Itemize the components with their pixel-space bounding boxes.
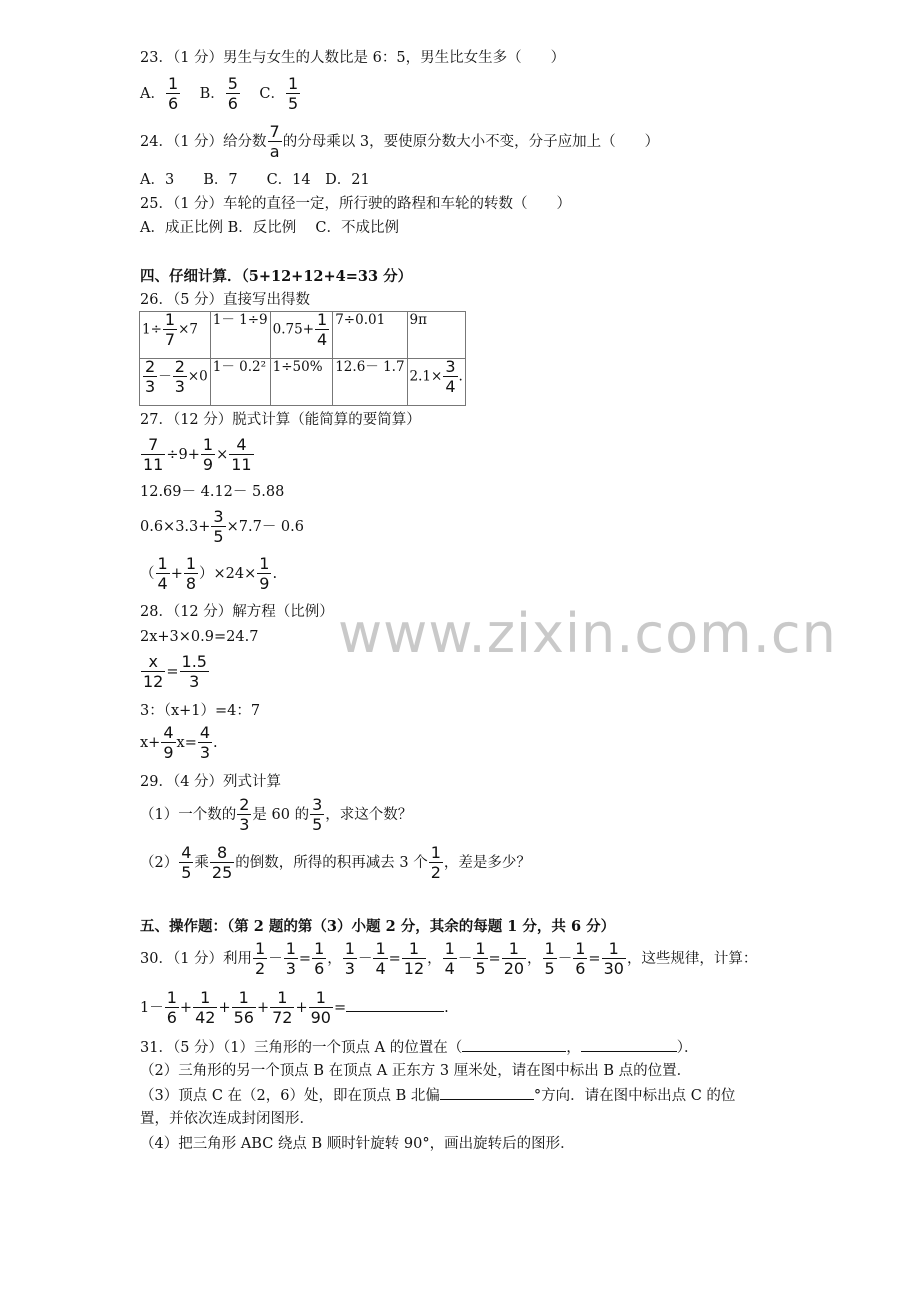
q29-part-2: （2） $\frac{4}{5}$ 乘 $\frac{8}{25}$ 的倒数，所得的积再减去 3 个 $\frac{1}{2}$ ，差是多少？ bbox=[140, 843, 531, 882]
q28-eq-4: x+ $\frac{4}{9}$ x= $\frac{4}{3}$ . bbox=[140, 723, 218, 762]
q31-line-5: （4）把三角形 ABC 绕点 B 顺时针旋转 90°，画出旋转后的图形． bbox=[140, 1136, 575, 1152]
answer-blank bbox=[440, 1087, 534, 1100]
q28-title: 28．（12 分）解方程（比例） bbox=[140, 604, 334, 620]
q31-line-4: 置，并依次连成封闭图形． bbox=[140, 1111, 314, 1127]
section-4-title: 四、仔细计算．（5+12+12+4=33 分） bbox=[140, 268, 413, 285]
q27-expr-2: 12.69－ 4.12－ 5.88 bbox=[140, 484, 285, 500]
q30-calc: 1－ $\frac{1}{6}$ + $\frac{1}{42}$ + $\frac{1}{56}$ + $\frac{1}{72}$ + $\frac{1}{90}$ = . bbox=[140, 988, 449, 1027]
q29-title: 29．（4 分）列式计算 bbox=[140, 774, 282, 790]
q27-title: 27．（12 分）脱式计算（能简算的要简算） bbox=[140, 412, 421, 428]
q25-options: A．成正比例 B．反比例 C．不成比例 bbox=[140, 220, 399, 236]
q23-text: 23．（1 分）男生与女生的人数比是 6：5，男生比女生多（ ） bbox=[140, 50, 566, 66]
fraction: $\frac{5}{6}$ bbox=[227, 74, 238, 113]
answer-blank bbox=[462, 1039, 566, 1052]
q31-line-3: （3）顶点 C 在（2，6）处，即在顶点 B 北偏 °方向．请在图中标出点 C 的位 bbox=[140, 1088, 736, 1104]
q28-eq-1: 2x+3×0.9=24.7 bbox=[140, 629, 259, 645]
q27-expr-4: （ $\frac{1}{4}$ + $\frac{1}{8}$ ）×24× $\frac{1}{9}$ . bbox=[140, 554, 278, 593]
q23-options: A． $\frac{1}{6}$ B． $\frac{5}{6}$ C． $\frac{1}{5}$ bbox=[140, 74, 299, 113]
answer-blank bbox=[346, 999, 444, 1012]
fraction: $\frac{1}{6}$ bbox=[167, 74, 179, 113]
watermark: www.zixin.com.cn bbox=[338, 602, 837, 665]
section-5-title: 五、操作题：（第 2 题的第（3）小题 2 分，其余的每题 1 分，共 6 分） bbox=[140, 918, 616, 935]
q26-title: 26．（5 分）直接写出得数 bbox=[140, 292, 311, 308]
q30-rules: 30．（1 分）利用 $\frac{1}{2}$ － $\frac{1}{3}$ = $\frac{1}{6}$ ， $\frac{1}{3}$ － $\frac{1}{4}$ = $\frac{1}{12}$ ， $\frac{1}{4}$ － $\frac{1}{5}$ = $\frac{1}{20}$ ， $\frac{1}{5}$ － $\frac{1}{6}$ = $\frac{1}{30}$ ，这些规律，计算： bbox=[140, 939, 758, 978]
q29-part-1: （1）一个数的 $\frac{2}{3}$ 是 60 的 $\frac{3}{5}$ ，求这个数？ bbox=[140, 795, 413, 834]
q24-text: 24．（1 分）给分数 $\frac{7}{a}$ 的分母乘以 3，要使原分数大小不变，分子应加上（ ） bbox=[140, 122, 660, 161]
q24-options: A．3 B．7 C．14 D．21 bbox=[140, 172, 370, 188]
q27-expr-1: $\frac{7}{11}$ ÷9+ $\frac{1}{9}$ × $\frac{4}{11}$ bbox=[143, 435, 252, 474]
q26-table: 1÷ $\frac{1}{7}$ ×7 1－ 1÷9 0.75+ $\frac{1}{4}$ 7÷0.01 9π $\frac{2}{3}$ － $\frac{2}{3}$ ×0 1－ 0.2² 1÷50% 12.6－ 1.7 2.1× $\frac{3}{4}$ . bbox=[139, 311, 466, 406]
fraction: $\frac{7}{a}$ bbox=[269, 122, 280, 161]
fraction: $\frac{1}{5}$ bbox=[288, 74, 299, 113]
answer-blank bbox=[581, 1039, 677, 1052]
q31-line-1: 31．（5 分）（1）三角形的一个顶点 A 的位置在（ ， ）． bbox=[140, 1040, 699, 1056]
q28-eq-3: 3：（x+1）=4：7 bbox=[140, 703, 261, 719]
q25-text: 25．（1 分）车轮的直径一定，所行驶的路程和车轮的转数（ ） bbox=[140, 196, 572, 212]
q28-eq-2: $\frac{x}{12}$ = $\frac{1.5}{3}$ bbox=[143, 652, 207, 691]
q31-line-2: （2）三角形的另一个顶点 B 在顶点 A 正东方 3 厘米处，请在图中标出 B 点的位置． bbox=[140, 1063, 692, 1079]
q27-expr-3: 0.6×3.3+ $\frac{3}{5}$ ×7.7－ 0.6 bbox=[140, 507, 304, 546]
